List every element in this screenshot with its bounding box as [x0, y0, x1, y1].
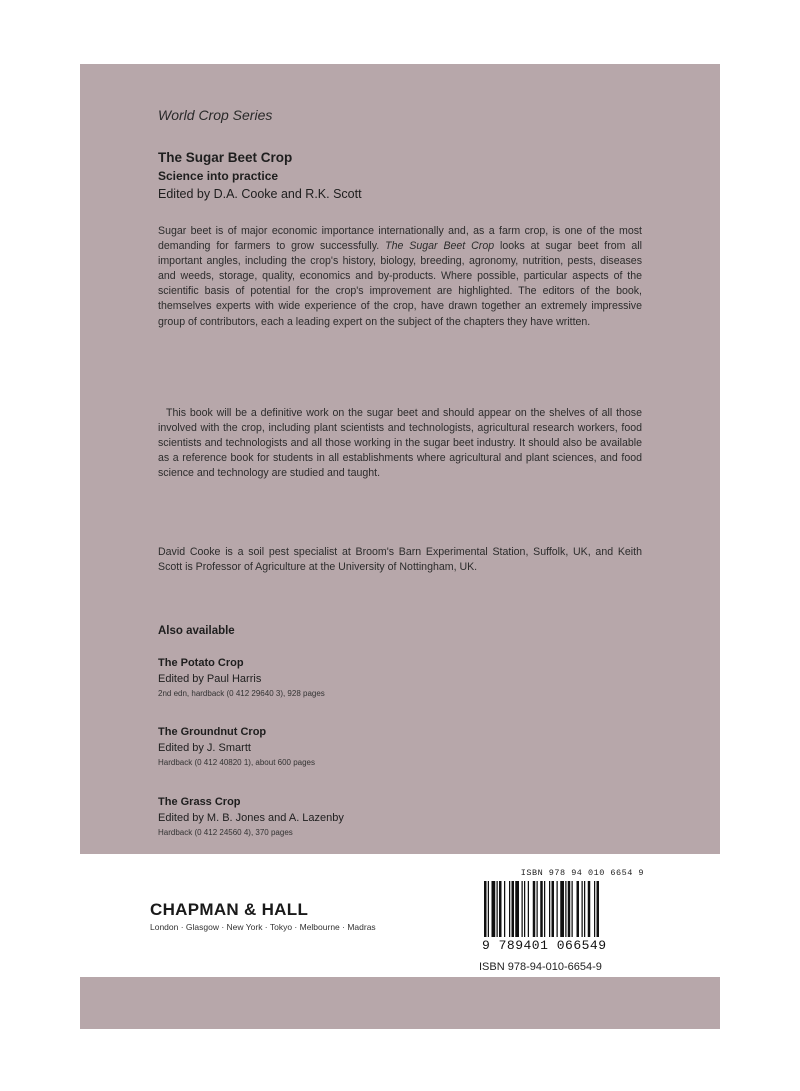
barcode-bar [528, 881, 529, 937]
description-paragraph [158, 224, 642, 330]
barcode-bar [572, 881, 573, 937]
audience-paragraph: This book will be a definitive work on the sugar beet and should appear on the shelves of all those involved with the crop, including plant scientists and technologists, agricultural research workers, food scientists and technologists and all those working in the sugar beet industry. It should also be available as a reference book for students in all establishments where agricultural and plant sciences, and food science and technology are studied and taught. [158, 407, 642, 480]
also-available-heading: Also available [158, 625, 235, 637]
barcode-bar [565, 881, 566, 937]
related-book-details: 2nd edn, hardback (0 412 29640 3), 928 pages [158, 689, 325, 698]
cover-bottom-band [80, 977, 720, 1029]
related-book [158, 724, 315, 770]
related-book-editor: Edited by M. B. Jones and A. Lazenby [158, 812, 344, 824]
barcode-bar [540, 881, 543, 937]
barcode-bar [588, 881, 591, 937]
barcode-top-text: ISBN 978 94 010 6654 9 [520, 868, 644, 878]
related-book [158, 655, 325, 701]
barcode-bar [504, 881, 505, 937]
related-book-editor: Edited by J. Smartt [158, 742, 251, 754]
series-name: World Crop Series [158, 107, 273, 123]
barcode-bar [544, 881, 545, 937]
barcode-bar [557, 881, 558, 937]
barcode-number: 9 789401 066549 [482, 938, 607, 953]
book-subtitle: Science into practice [158, 169, 279, 183]
editors-bio-paragraph: David Cooke is a soil pest specialist at Broom's Barn Experimental Station, Suffolk, UK, and Keith Scott is Professor of Agriculture at the University of Nottingham, UK. [158, 546, 642, 574]
isbn-label: ISBN 978-94-010-6654-9 [479, 961, 602, 973]
related-book-title: The Potato Crop [158, 657, 244, 669]
related-book-details: Hardback (0 412 24560 4), 370 pages [158, 828, 293, 837]
barcode-bar [499, 881, 502, 937]
barcode-bar [512, 881, 515, 937]
barcode-bar [584, 881, 585, 937]
barcode-bar [537, 881, 538, 937]
barcode-bar [549, 881, 550, 937]
barcode-bar [560, 881, 564, 937]
related-book-details: Hardback (0 412 40820 1), about 600 pages [158, 758, 316, 767]
barcode-bar [597, 881, 600, 937]
publisher-name: CHAPMAN & HALL [150, 900, 309, 919]
barcode-bars [482, 881, 644, 937]
barcode-bar [594, 881, 595, 937]
barcode-bar [492, 881, 496, 937]
barcode-bar [577, 881, 580, 937]
description-text-end: looks at sugar beet from all important angles, including the crop's history, biology, breeding, agronomy, nutrition, pests, diseases and weeds, storage, quality, economics and by-products. Where possible, particular aspects of the scientific basis of potential for the crop's improvement are highlighted. The editors of the book, themselves experts with wide experience of the crop, have drawn together an extremely impressive group of contributors, each a leading expert on the subject of the chapters they have written. [158, 240, 642, 328]
book-title: The Sugar Beet Crop [158, 150, 293, 165]
barcode [482, 868, 644, 937]
barcode-bar [484, 881, 487, 937]
barcode-bar [488, 881, 489, 937]
description-italic-title: The Sugar Beet Crop [385, 240, 495, 253]
description-text-start: Sugar beet is of major economic importance internationally and, as a farm crop, is one of the most demanding for farmers to grow successfully. [158, 225, 642, 253]
book-editors: Edited by D.A. Cooke and R.K. Scott [158, 187, 362, 201]
related-book-title: The Groundnut Crop [158, 726, 267, 738]
barcode-bar [568, 881, 571, 937]
barcode-bar [509, 881, 510, 937]
related-book [158, 794, 344, 840]
barcode-bar [515, 881, 519, 937]
related-book-editor: Edited by Paul Harris [158, 673, 262, 685]
publisher-cities: London · Glasgow · New York · Tokyo · Melbourne · Madras [150, 922, 376, 932]
barcode-bar [582, 881, 583, 937]
barcode-bar [533, 881, 536, 937]
barcode-bar [552, 881, 555, 937]
barcode-bar [497, 881, 498, 937]
barcode-bar [522, 881, 523, 937]
related-book-title: The Grass Crop [158, 796, 241, 808]
barcode-bar [524, 881, 525, 937]
